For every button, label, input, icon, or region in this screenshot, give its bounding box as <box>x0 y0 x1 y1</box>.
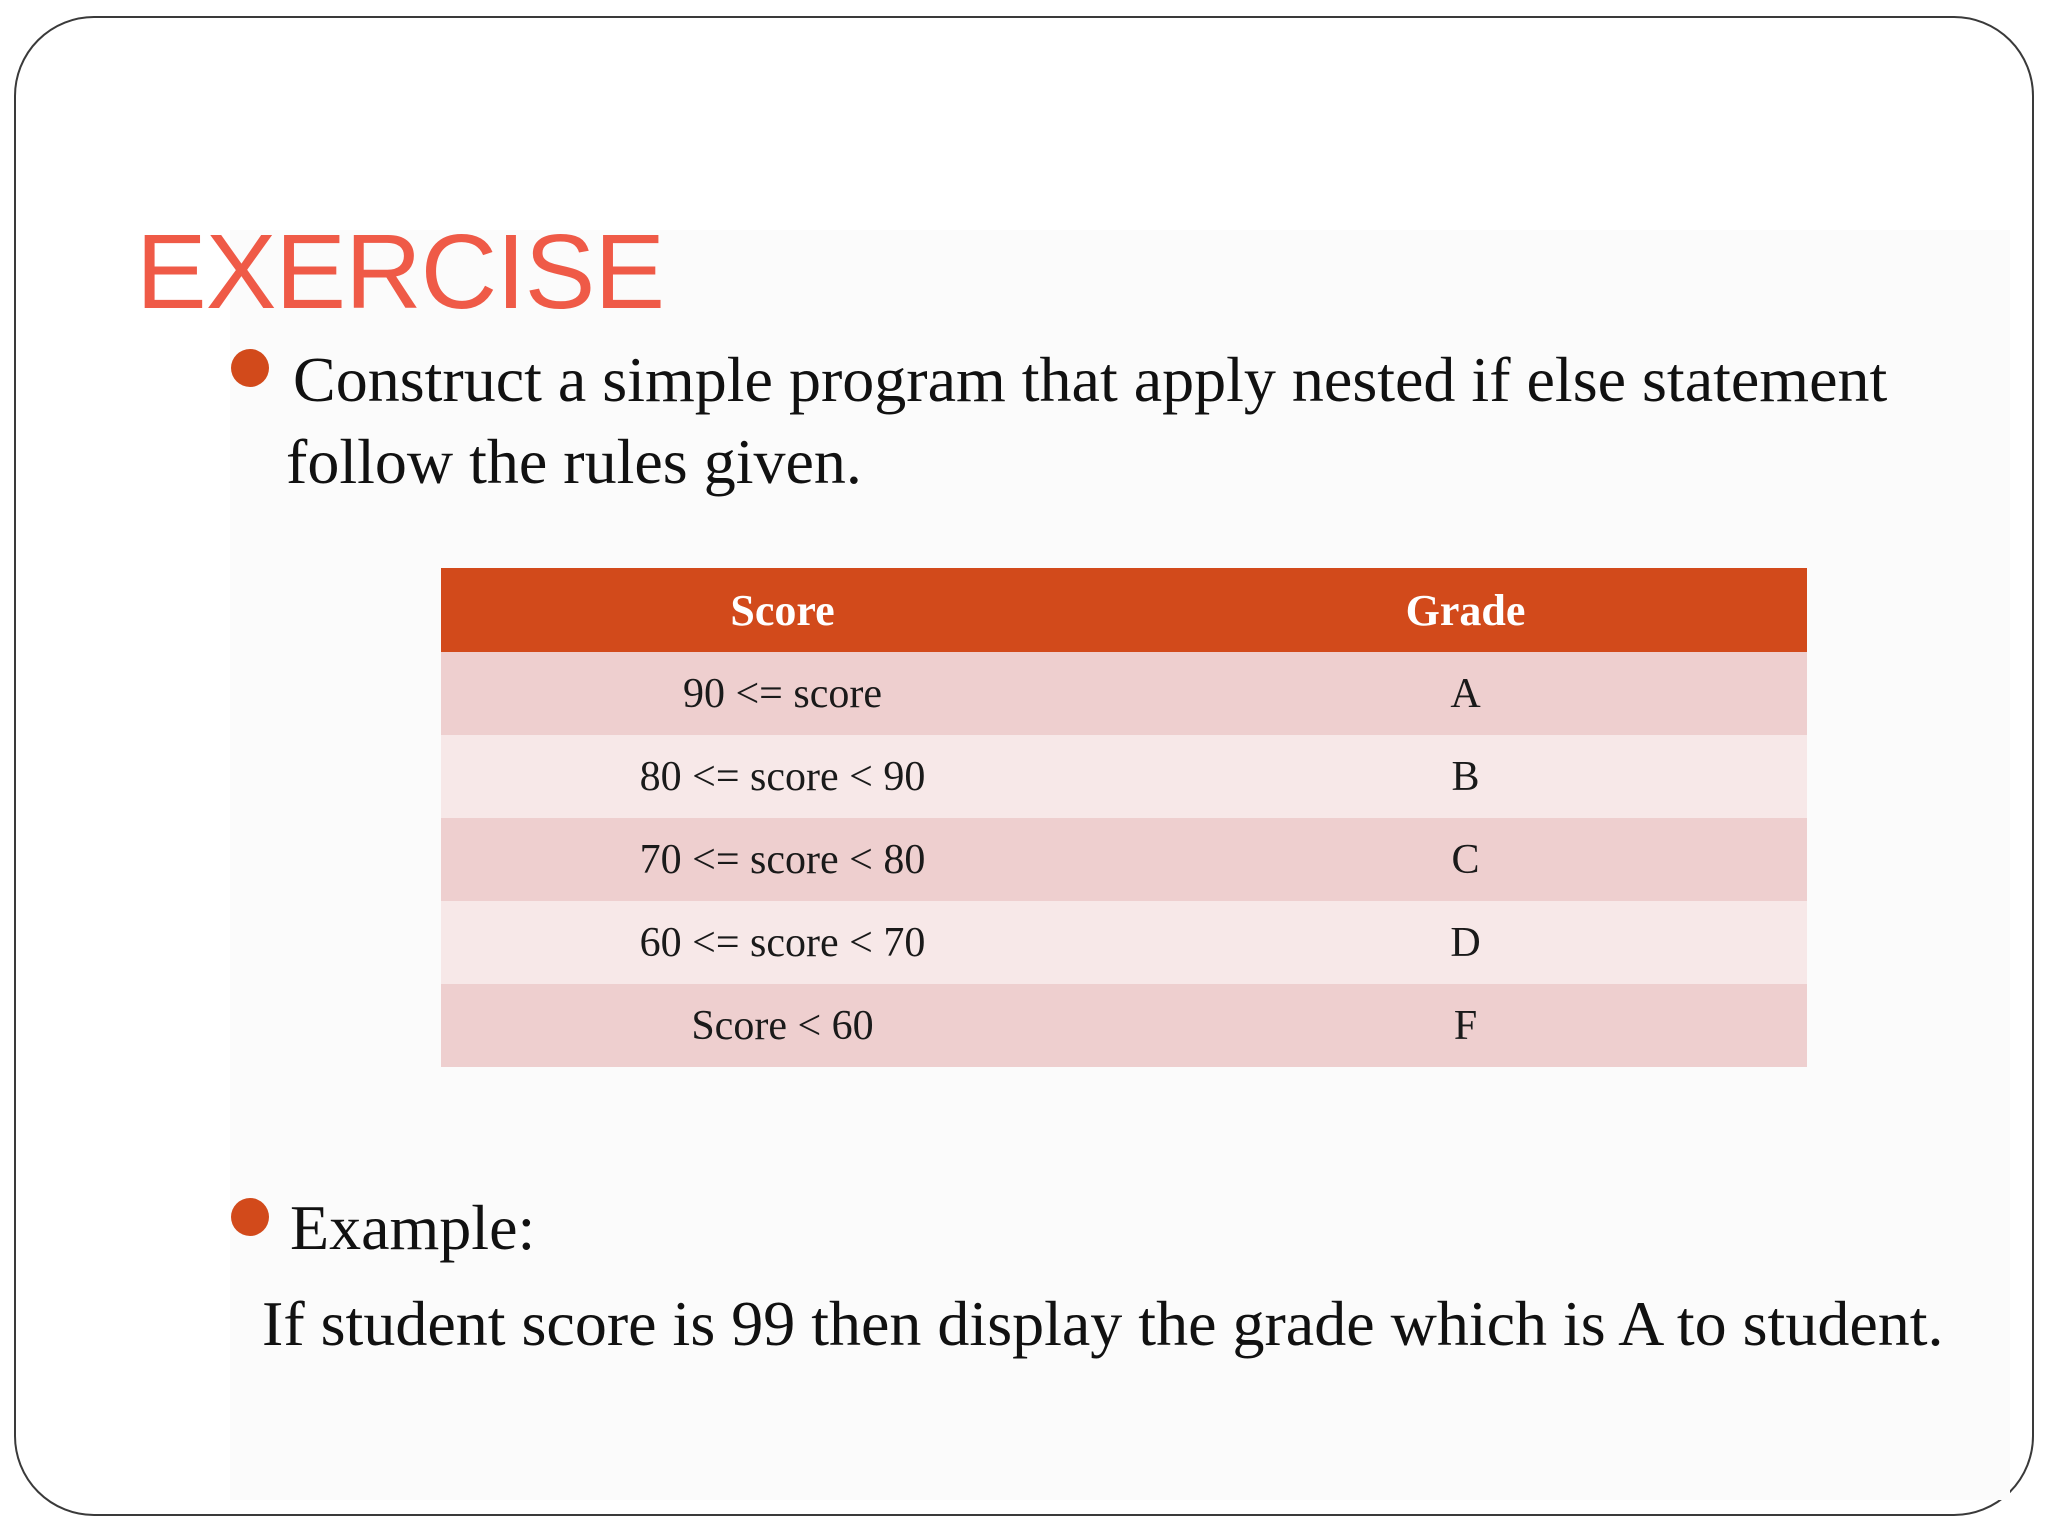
slide-title: EXERCISE <box>136 213 665 331</box>
example-text: If student score is 99 then display the grade which is A to student. <box>262 1288 1944 1359</box>
table-row <box>441 984 1807 1067</box>
bullet-dot-icon <box>231 1198 269 1236</box>
table-row <box>441 818 1807 901</box>
example-label: Example: <box>290 1192 536 1263</box>
table-header-row <box>441 568 1807 652</box>
bullet-dot-icon <box>231 349 269 387</box>
table-row <box>441 901 1807 984</box>
table-row <box>441 652 1807 735</box>
grade-cell: C <box>1124 818 1807 901</box>
grade-cell: A <box>1124 652 1807 735</box>
grade-cell: D <box>1124 901 1807 984</box>
score-cell: 80 <= score < 90 <box>441 735 1124 818</box>
bullet-text-line-2: follow the rules given. <box>286 426 862 497</box>
header-score: Score <box>441 568 1124 652</box>
score-cell: 90 <= score <box>441 652 1124 735</box>
header-grade: Grade <box>1124 568 1807 652</box>
score-cell: 70 <= score < 80 <box>441 818 1124 901</box>
bullet-text-line-1: Construct a simple program that apply nested if else statement <box>293 344 1888 415</box>
grade-table <box>441 568 1807 1067</box>
table-row <box>441 735 1807 818</box>
grade-cell: F <box>1124 984 1807 1067</box>
score-cell: 60 <= score < 70 <box>441 901 1124 984</box>
score-cell: Score < 60 <box>441 984 1124 1067</box>
grade-cell: B <box>1124 735 1807 818</box>
